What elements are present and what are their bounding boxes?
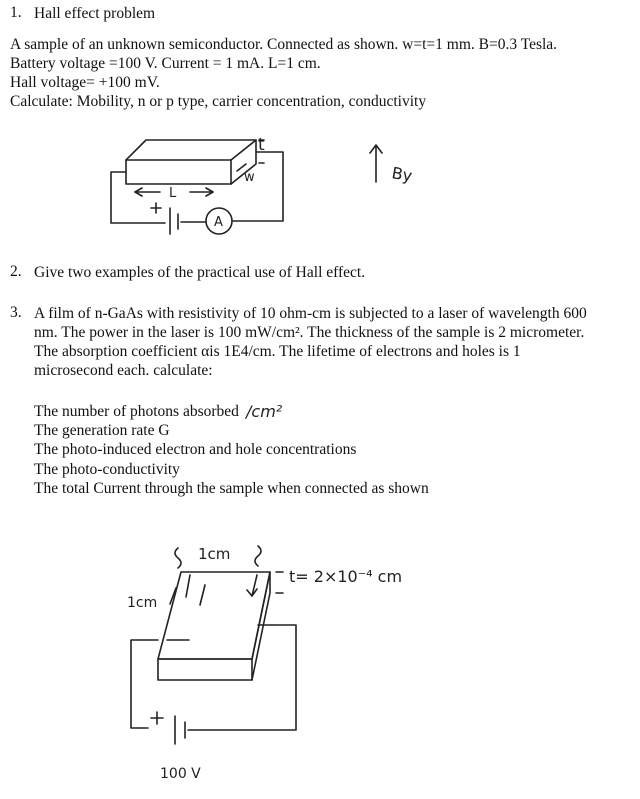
problem-1-title: Hall effect problem (34, 5, 156, 22)
task-item: The number of photons absorbed (34, 403, 239, 420)
label-voltage: 100 V (160, 766, 201, 782)
task-item: The photo-induced electron and hole concentrations (34, 441, 357, 458)
task-item: The total Current through the sample when connected as shown (34, 480, 429, 497)
task-item: The photo-conductivity (34, 461, 180, 478)
task-item: The generation rate G (34, 422, 170, 439)
label-thickness: t= 2×10⁻⁴ cm (289, 567, 403, 586)
label-w: w (244, 170, 255, 185)
slab-side-face (252, 572, 270, 680)
light-arrow-head (247, 589, 257, 596)
per-cm2-label: /cm² (246, 402, 283, 421)
problem-2-text: Give two examples of the practical use of Hall effect. (34, 264, 366, 281)
slab-top-face (158, 572, 270, 659)
problem-1-line: Hall voltage= +100 mV. (10, 74, 160, 91)
slab-front-face (158, 659, 252, 680)
label-top-1cm: 1cm (198, 545, 231, 563)
problem-3-line: A film of n-GaAs with resistivity of 10 ohm-cm is subjected to a laser of wavelength 600 (34, 305, 587, 322)
problem-2-number: 2. (10, 263, 22, 280)
circuit-wire-left (131, 640, 158, 728)
label-ammeter: A (214, 215, 223, 230)
circuit-wire-right (188, 625, 296, 730)
problem-3-number: 3. (10, 304, 22, 321)
problem-3-line: The absorption coefficient αis 1E4/cm. The lifetime of electrons and holes is 1 (34, 343, 521, 360)
problem-1-number: 1. (10, 4, 22, 21)
light-arrow (200, 585, 205, 605)
label-l: L (169, 186, 177, 201)
problem-3-line: microsecond each. calculate: (34, 362, 213, 379)
label-by: By (390, 163, 414, 186)
light-arrow (186, 575, 190, 597)
problem-3-line: nm. The power in the laser is 100 mW/cm². The thickness of the sample is 2 micrometer. (34, 324, 585, 341)
top-dimension-left-mark (175, 548, 181, 568)
top-dimension-right-mark (255, 546, 261, 566)
label-t: t (258, 135, 265, 155)
problem-1-line: A sample of an unknown semiconductor. Connected as shown. w=t=1 mm. B=0.3 Tesla. (10, 36, 558, 53)
problem-1-line: Calculate: Mobility, n or p type, carrier concentration, conductivity (10, 93, 427, 110)
label-left-1cm: 1cm (127, 595, 158, 611)
problem-1-line: Battery voltage =100 V. Current = 1 mA. L=1 cm. (10, 55, 321, 72)
